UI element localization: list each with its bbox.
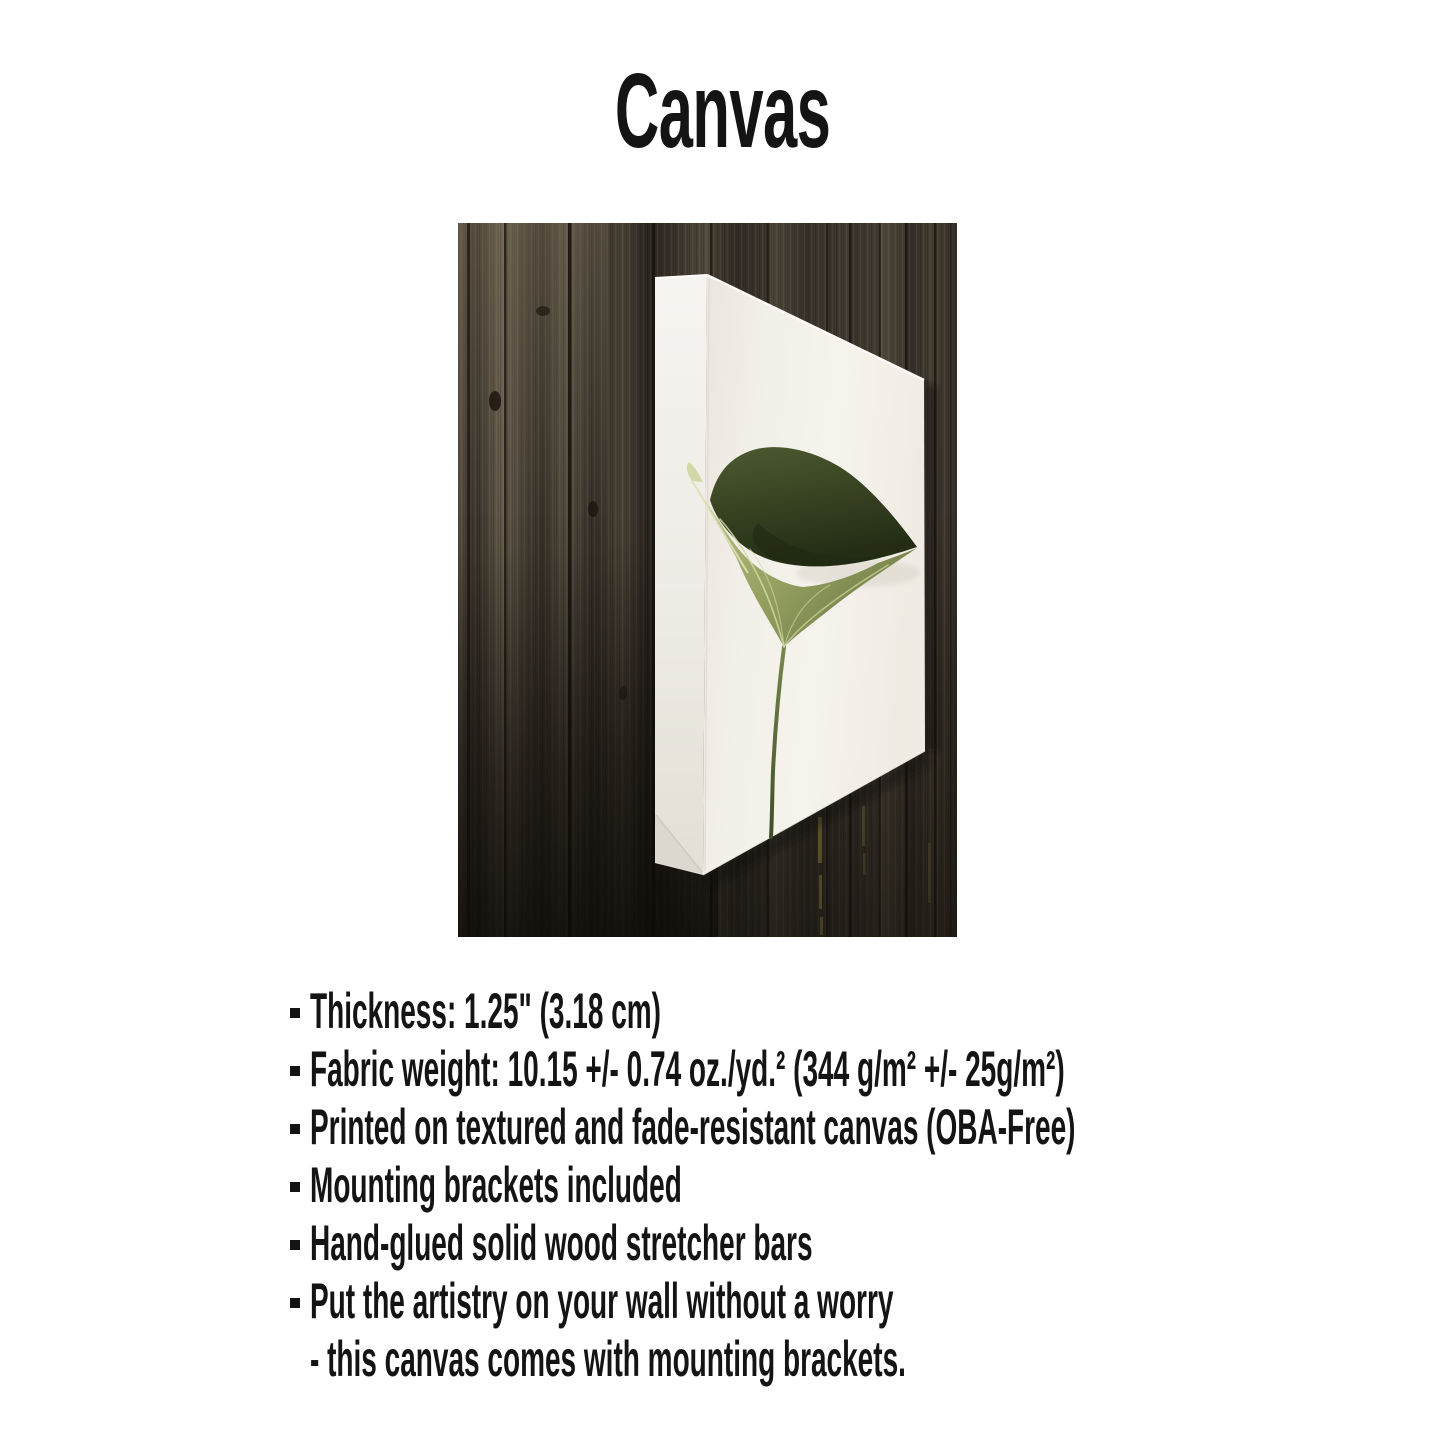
bullet-square-icon xyxy=(290,1008,300,1018)
spec-item xyxy=(290,1156,1445,1214)
product-photo-illustration xyxy=(458,223,957,937)
bullet-square-icon xyxy=(290,1124,300,1134)
page-title-text: Canvas xyxy=(614,52,831,170)
spec-item-text: Mounting brackets included xyxy=(310,1157,682,1213)
bullet-square-icon xyxy=(290,1182,300,1192)
page-title xyxy=(0,52,1445,170)
spec-item xyxy=(290,1214,1445,1272)
spec-item xyxy=(290,1098,1445,1156)
spec-item-text: Thickness: 1.25" (3.18 cm) xyxy=(310,983,662,1039)
spec-item-text: Fabric weight: 10.15 +/- 0.74 oz./yd.² (344 g/m² +/- 25g/m²) xyxy=(310,1041,1065,1097)
spec-item-continuation xyxy=(290,1330,1445,1388)
bullet-square-icon xyxy=(290,1298,300,1308)
spec-item-text: - this canvas comes with mounting brackets. xyxy=(310,1331,906,1387)
spec-item-text: Put the artistry on your wall without a worry xyxy=(310,1273,894,1329)
canvas-side-face xyxy=(655,275,707,875)
bullet-square-icon xyxy=(290,1066,300,1076)
product-photo xyxy=(458,223,957,937)
specs-list xyxy=(290,982,1445,1388)
spec-item xyxy=(290,1272,1445,1330)
spec-item-text: Hand-glued solid wood stretcher bars xyxy=(310,1215,813,1271)
spec-item-text: Printed on textured and fade-resistant canvas (OBA-Free) xyxy=(310,1099,1076,1155)
spec-item xyxy=(290,982,1445,1040)
bullet-square-icon xyxy=(290,1240,300,1250)
spec-item xyxy=(290,1040,1445,1098)
